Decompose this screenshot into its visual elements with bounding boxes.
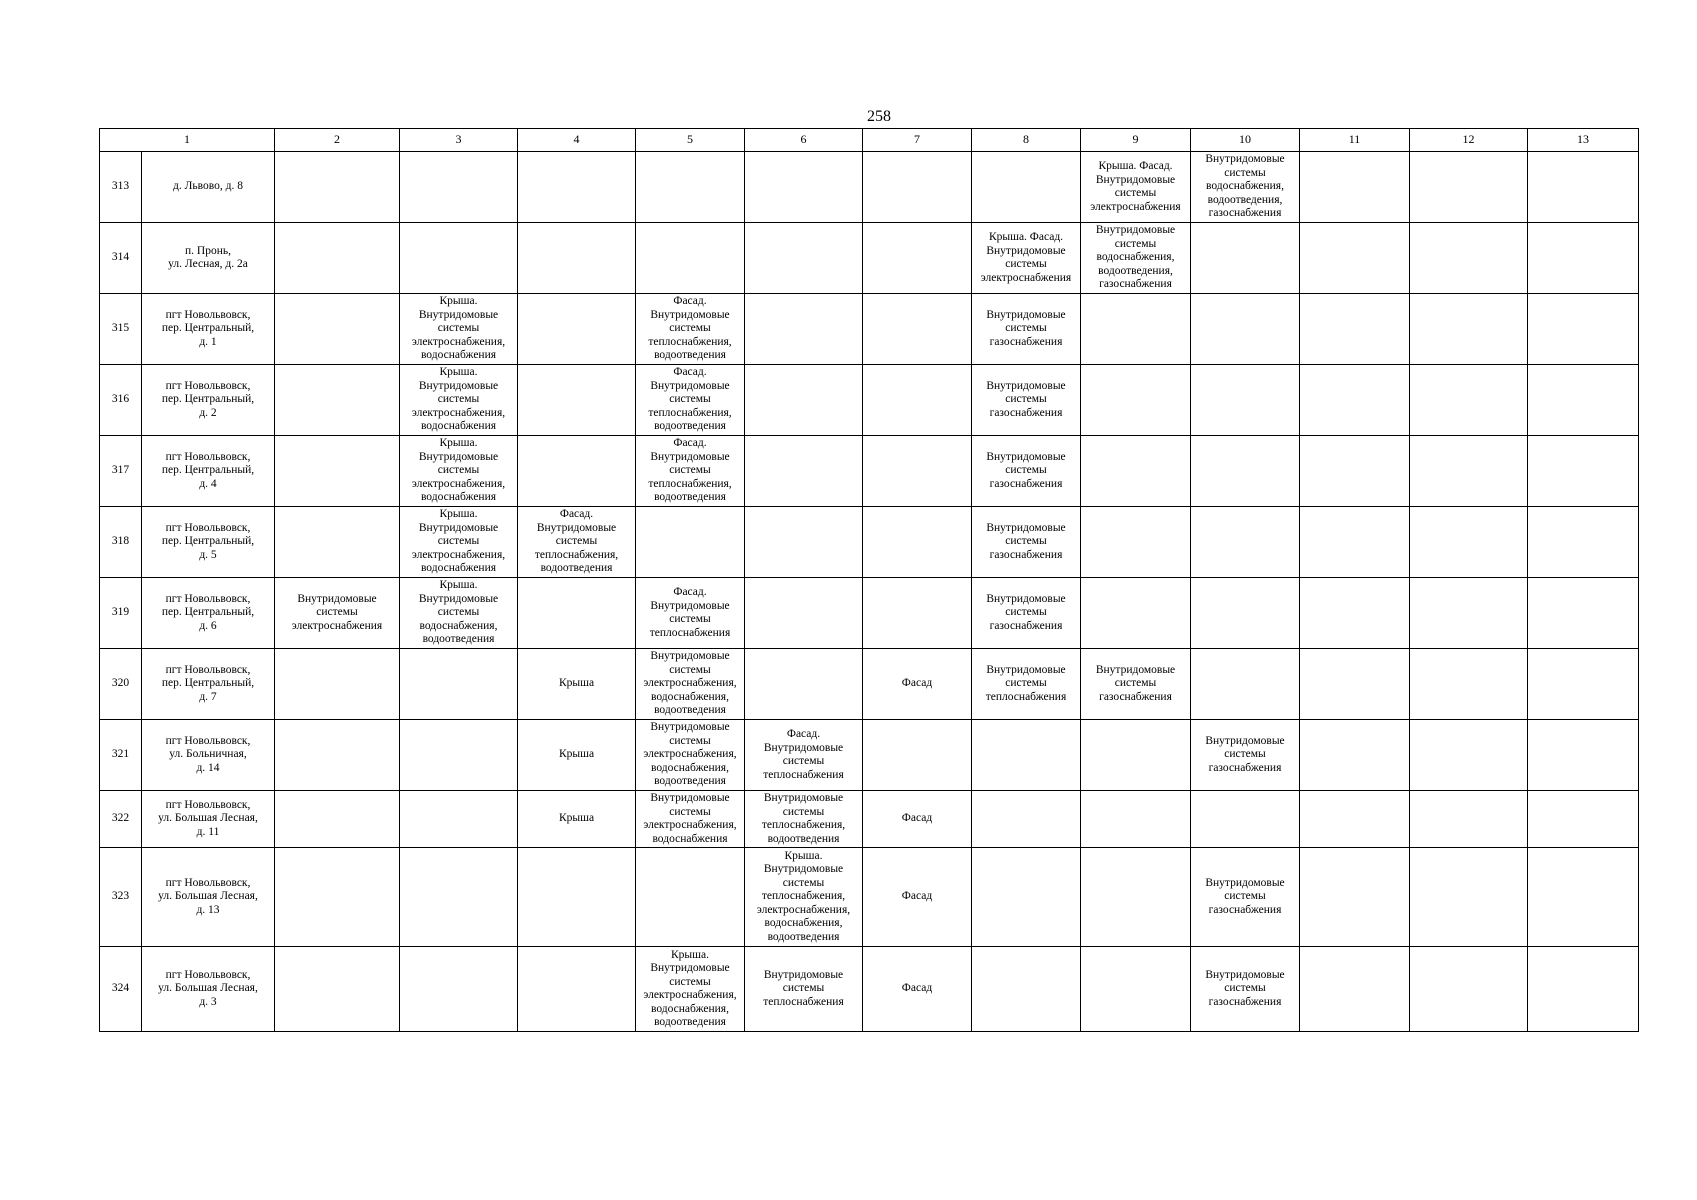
- work-type-cell: Внутридомовые системы электроснабжения, водоснабжения: [636, 791, 745, 848]
- work-type-cell: [1528, 365, 1639, 436]
- row-number-cell: 319: [100, 578, 142, 649]
- row-number-cell: 317: [100, 436, 142, 507]
- work-type-cell: [1300, 848, 1410, 947]
- work-type-cell: [1410, 649, 1528, 720]
- column-header: 7: [863, 129, 972, 152]
- work-type-cell: [1300, 791, 1410, 848]
- work-type-cell: Внутридомовые системы газоснабжения: [972, 294, 1081, 365]
- work-type-cell: Фасад: [863, 649, 972, 720]
- work-type-cell: [1191, 578, 1300, 649]
- table-row: [100, 152, 1639, 223]
- work-type-cell: [1081, 507, 1191, 578]
- column-header: 9: [1081, 129, 1191, 152]
- work-type-cell: Фасад. Внутридомовые системы теплоснабжения: [636, 578, 745, 649]
- work-type-cell: [400, 223, 518, 294]
- table-row: [100, 294, 1639, 365]
- work-type-cell: [275, 720, 400, 791]
- work-type-cell: [1410, 365, 1528, 436]
- work-type-cell: Внутридомовые системы газоснабжения: [972, 507, 1081, 578]
- work-type-cell: [1528, 947, 1639, 1032]
- work-type-cell: [275, 152, 400, 223]
- column-header: 13: [1528, 129, 1639, 152]
- page-number: 258: [867, 108, 891, 125]
- work-type-cell: [518, 578, 636, 649]
- table-row: [100, 223, 1639, 294]
- table-row: [100, 649, 1639, 720]
- work-type-cell: Фасад. Внутридомовые системы теплоснабжения, водоотведения: [636, 436, 745, 507]
- row-number-cell: 324: [100, 947, 142, 1032]
- work-type-cell: [745, 294, 863, 365]
- work-type-cell: [1300, 507, 1410, 578]
- work-type-cell: [400, 720, 518, 791]
- work-type-cell: Внутридомовые системы электроснабжения: [275, 578, 400, 649]
- column-header: 6: [745, 129, 863, 152]
- work-type-cell: Крыша: [518, 720, 636, 791]
- work-type-cell: [275, 791, 400, 848]
- work-type-cell: [1081, 947, 1191, 1032]
- table-row: [100, 578, 1639, 649]
- work-type-cell: [1410, 791, 1528, 848]
- work-type-cell: [275, 294, 400, 365]
- row-number-cell: 322: [100, 791, 142, 848]
- work-type-cell: [636, 152, 745, 223]
- work-type-cell: [636, 223, 745, 294]
- work-type-cell: [1300, 152, 1410, 223]
- work-type-cell: [1191, 294, 1300, 365]
- work-type-cell: Крыша. Внутридомовые системы теплоснабжения, электроснабжения, водоснабжения, водоотведения: [745, 848, 863, 947]
- work-type-cell: [863, 578, 972, 649]
- work-type-cell: Внутридомовые системы газоснабжения: [972, 436, 1081, 507]
- work-type-cell: [636, 507, 745, 578]
- row-number-cell: 314: [100, 223, 142, 294]
- work-type-cell: [972, 791, 1081, 848]
- work-type-cell: [400, 791, 518, 848]
- address-cell: пгт Новольвовск, пер. Центральный, д. 4: [142, 436, 275, 507]
- table-row: [100, 848, 1639, 947]
- work-type-cell: Крыша. Фасад. Внутридомовые системы электроснабжения: [972, 223, 1081, 294]
- table-row: [100, 436, 1639, 507]
- work-type-cell: [1410, 720, 1528, 791]
- work-type-cell: [518, 365, 636, 436]
- row-number-cell: 313: [100, 152, 142, 223]
- work-type-cell: [1191, 223, 1300, 294]
- row-number-cell: 321: [100, 720, 142, 791]
- address-cell: пгт Новольвовск, пер. Центральный, д. 1: [142, 294, 275, 365]
- work-type-cell: Фасад: [863, 947, 972, 1032]
- work-type-cell: [1191, 791, 1300, 848]
- work-type-cell: [518, 947, 636, 1032]
- work-type-cell: [275, 223, 400, 294]
- work-type-cell: [1528, 294, 1639, 365]
- work-type-cell: Крыша: [518, 791, 636, 848]
- work-type-cell: Внутридомовые системы водоснабжения, водоотведения, газоснабжения: [1081, 223, 1191, 294]
- column-header: 11: [1300, 129, 1410, 152]
- work-type-cell: [1300, 436, 1410, 507]
- work-type-cell: Внутридомовые системы теплоснабжения: [972, 649, 1081, 720]
- column-header: 1: [100, 129, 275, 152]
- work-type-cell: Фасад. Внутридомовые системы теплоснабжения, водоотведения: [636, 294, 745, 365]
- work-type-cell: Внутридомовые системы теплоснабжения: [745, 947, 863, 1032]
- row-number-cell: 323: [100, 848, 142, 947]
- work-type-cell: [1410, 436, 1528, 507]
- table-row: [100, 947, 1639, 1032]
- work-type-cell: [518, 436, 636, 507]
- address-cell: пгт Новольвовск, пер. Центральный, д. 2: [142, 365, 275, 436]
- work-type-cell: [1528, 791, 1639, 848]
- work-type-cell: [863, 720, 972, 791]
- work-type-cell: [275, 436, 400, 507]
- address-cell: пгт Новольвовск, пер. Центральный, д. 5: [142, 507, 275, 578]
- work-type-cell: Фасад. Внутридомовые системы теплоснабжения: [745, 720, 863, 791]
- work-type-cell: [518, 152, 636, 223]
- work-type-cell: Внутридомовые системы водоснабжения, водоотведения, газоснабжения: [1191, 152, 1300, 223]
- work-type-cell: [745, 223, 863, 294]
- work-type-cell: [1528, 578, 1639, 649]
- work-type-cell: [1300, 649, 1410, 720]
- work-type-cell: [1081, 436, 1191, 507]
- work-type-cell: [745, 436, 863, 507]
- column-header: 2: [275, 129, 400, 152]
- work-type-cell: [1410, 294, 1528, 365]
- work-type-cell: [400, 152, 518, 223]
- work-type-cell: [972, 720, 1081, 791]
- row-number-cell: 320: [100, 649, 142, 720]
- work-type-cell: [1528, 152, 1639, 223]
- work-type-cell: [745, 507, 863, 578]
- work-type-cell: [745, 649, 863, 720]
- work-type-cell: [1410, 152, 1528, 223]
- work-type-cell: Крыша: [518, 649, 636, 720]
- table-row: [100, 507, 1639, 578]
- address-cell: д. Львово, д. 8: [142, 152, 275, 223]
- work-type-cell: Внутридомовые системы газоснабжения: [1191, 848, 1300, 947]
- work-type-cell: [1081, 365, 1191, 436]
- work-type-cell: [1081, 791, 1191, 848]
- column-header: 5: [636, 129, 745, 152]
- table-row: [100, 365, 1639, 436]
- work-type-cell: [745, 365, 863, 436]
- address-cell: п. Пронь, ул. Лесная, д. 2а: [142, 223, 275, 294]
- work-type-cell: [1081, 294, 1191, 365]
- work-type-cell: [518, 223, 636, 294]
- work-type-cell: Фасад. Внутридомовые системы теплоснабжения, водоотведения: [518, 507, 636, 578]
- column-header: 3: [400, 129, 518, 152]
- work-type-cell: [745, 152, 863, 223]
- work-type-cell: [1528, 223, 1639, 294]
- column-header: 4: [518, 129, 636, 152]
- address-cell: пгт Новольвовск, ул. Большая Лесная, д. 11: [142, 791, 275, 848]
- work-type-cell: Крыша. Внутридомовые системы электроснабжения, водоснабжения, водоотведения: [636, 947, 745, 1032]
- work-type-cell: [1191, 365, 1300, 436]
- work-type-cell: Внутридомовые системы газоснабжения: [1191, 720, 1300, 791]
- work-type-cell: [1410, 223, 1528, 294]
- work-type-cell: [1528, 507, 1639, 578]
- work-type-cell: [1300, 578, 1410, 649]
- work-type-cell: [1410, 578, 1528, 649]
- work-type-cell: Крыша. Внутридомовые системы электроснабжения, водоснабжения: [400, 436, 518, 507]
- work-type-cell: [1081, 848, 1191, 947]
- address-cell: пгт Новольвовск, пер. Центральный, д. 7: [142, 649, 275, 720]
- work-type-cell: [1191, 507, 1300, 578]
- work-type-cell: [1300, 720, 1410, 791]
- work-type-cell: [275, 365, 400, 436]
- repair-schedule-table: [99, 128, 1639, 1032]
- work-type-cell: [275, 649, 400, 720]
- work-type-cell: [1410, 848, 1528, 947]
- work-type-cell: [400, 649, 518, 720]
- work-type-cell: [863, 365, 972, 436]
- work-type-cell: [972, 152, 1081, 223]
- work-type-cell: [863, 223, 972, 294]
- work-type-cell: Фасад: [863, 848, 972, 947]
- work-type-cell: [1528, 720, 1639, 791]
- work-type-cell: [275, 848, 400, 947]
- work-type-cell: Внутридомовые системы газоснабжения: [1191, 947, 1300, 1032]
- work-type-cell: [1081, 578, 1191, 649]
- work-type-cell: [1081, 720, 1191, 791]
- work-type-cell: [275, 947, 400, 1032]
- work-type-cell: [1410, 507, 1528, 578]
- work-type-cell: [972, 848, 1081, 947]
- work-type-cell: [972, 947, 1081, 1032]
- row-number-cell: 318: [100, 507, 142, 578]
- column-header: 10: [1191, 129, 1300, 152]
- work-type-cell: Внутридомовые системы газоснабжения: [1081, 649, 1191, 720]
- work-type-cell: Фасад: [863, 791, 972, 848]
- work-type-cell: [1191, 649, 1300, 720]
- work-type-cell: Фасад. Внутридомовые системы теплоснабжения, водоотведения: [636, 365, 745, 436]
- work-type-cell: Внутридомовые системы газоснабжения: [972, 578, 1081, 649]
- work-type-cell: Внутридомовые системы электроснабжения, водоснабжения, водоотведения: [636, 649, 745, 720]
- work-type-cell: Крыша. Внутридомовые системы электроснабжения, водоснабжения: [400, 365, 518, 436]
- work-type-cell: [1191, 436, 1300, 507]
- row-number-cell: 315: [100, 294, 142, 365]
- work-type-cell: [745, 578, 863, 649]
- work-type-cell: Крыша. Внутридомовые системы водоснабжения, водоотведения: [400, 578, 518, 649]
- row-number-cell: 316: [100, 365, 142, 436]
- work-type-cell: [1528, 848, 1639, 947]
- work-type-cell: [1300, 365, 1410, 436]
- work-type-cell: [863, 152, 972, 223]
- address-cell: пгт Новольвовск, пер. Центральный, д. 6: [142, 578, 275, 649]
- work-type-cell: [863, 507, 972, 578]
- work-type-cell: [400, 848, 518, 947]
- work-type-cell: [1300, 294, 1410, 365]
- work-type-cell: [1300, 947, 1410, 1032]
- column-number-row: [100, 129, 1639, 152]
- work-type-cell: Крыша. Фасад. Внутридомовые системы электроснабжения: [1081, 152, 1191, 223]
- table-row: [100, 720, 1639, 791]
- work-type-cell: Крыша. Внутридомовые системы электроснабжения, водоснабжения: [400, 294, 518, 365]
- address-cell: пгт Новольвовск, ул. Больничная, д. 14: [142, 720, 275, 791]
- work-type-cell: Внутридомовые системы газоснабжения: [972, 365, 1081, 436]
- work-type-cell: [863, 294, 972, 365]
- work-type-cell: Крыша. Внутридомовые системы электроснабжения, водоснабжения: [400, 507, 518, 578]
- address-cell: пгт Новольвовск, ул. Большая Лесная, д. 3: [142, 947, 275, 1032]
- work-type-cell: [400, 947, 518, 1032]
- work-type-cell: [518, 294, 636, 365]
- work-type-cell: Внутридомовые системы теплоснабжения, водоотведения: [745, 791, 863, 848]
- work-type-cell: [1528, 649, 1639, 720]
- work-type-cell: [1410, 947, 1528, 1032]
- work-type-cell: [275, 507, 400, 578]
- work-type-cell: [636, 848, 745, 947]
- work-type-cell: [1300, 223, 1410, 294]
- address-cell: пгт Новольвовск, ул. Большая Лесная, д. 13: [142, 848, 275, 947]
- table-row: [100, 791, 1639, 848]
- column-header: 8: [972, 129, 1081, 152]
- work-type-cell: [518, 848, 636, 947]
- work-type-cell: [1528, 436, 1639, 507]
- work-type-cell: [863, 436, 972, 507]
- column-header: 12: [1410, 129, 1528, 152]
- work-type-cell: Внутридомовые системы электроснабжения, водоснабжения, водоотведения: [636, 720, 745, 791]
